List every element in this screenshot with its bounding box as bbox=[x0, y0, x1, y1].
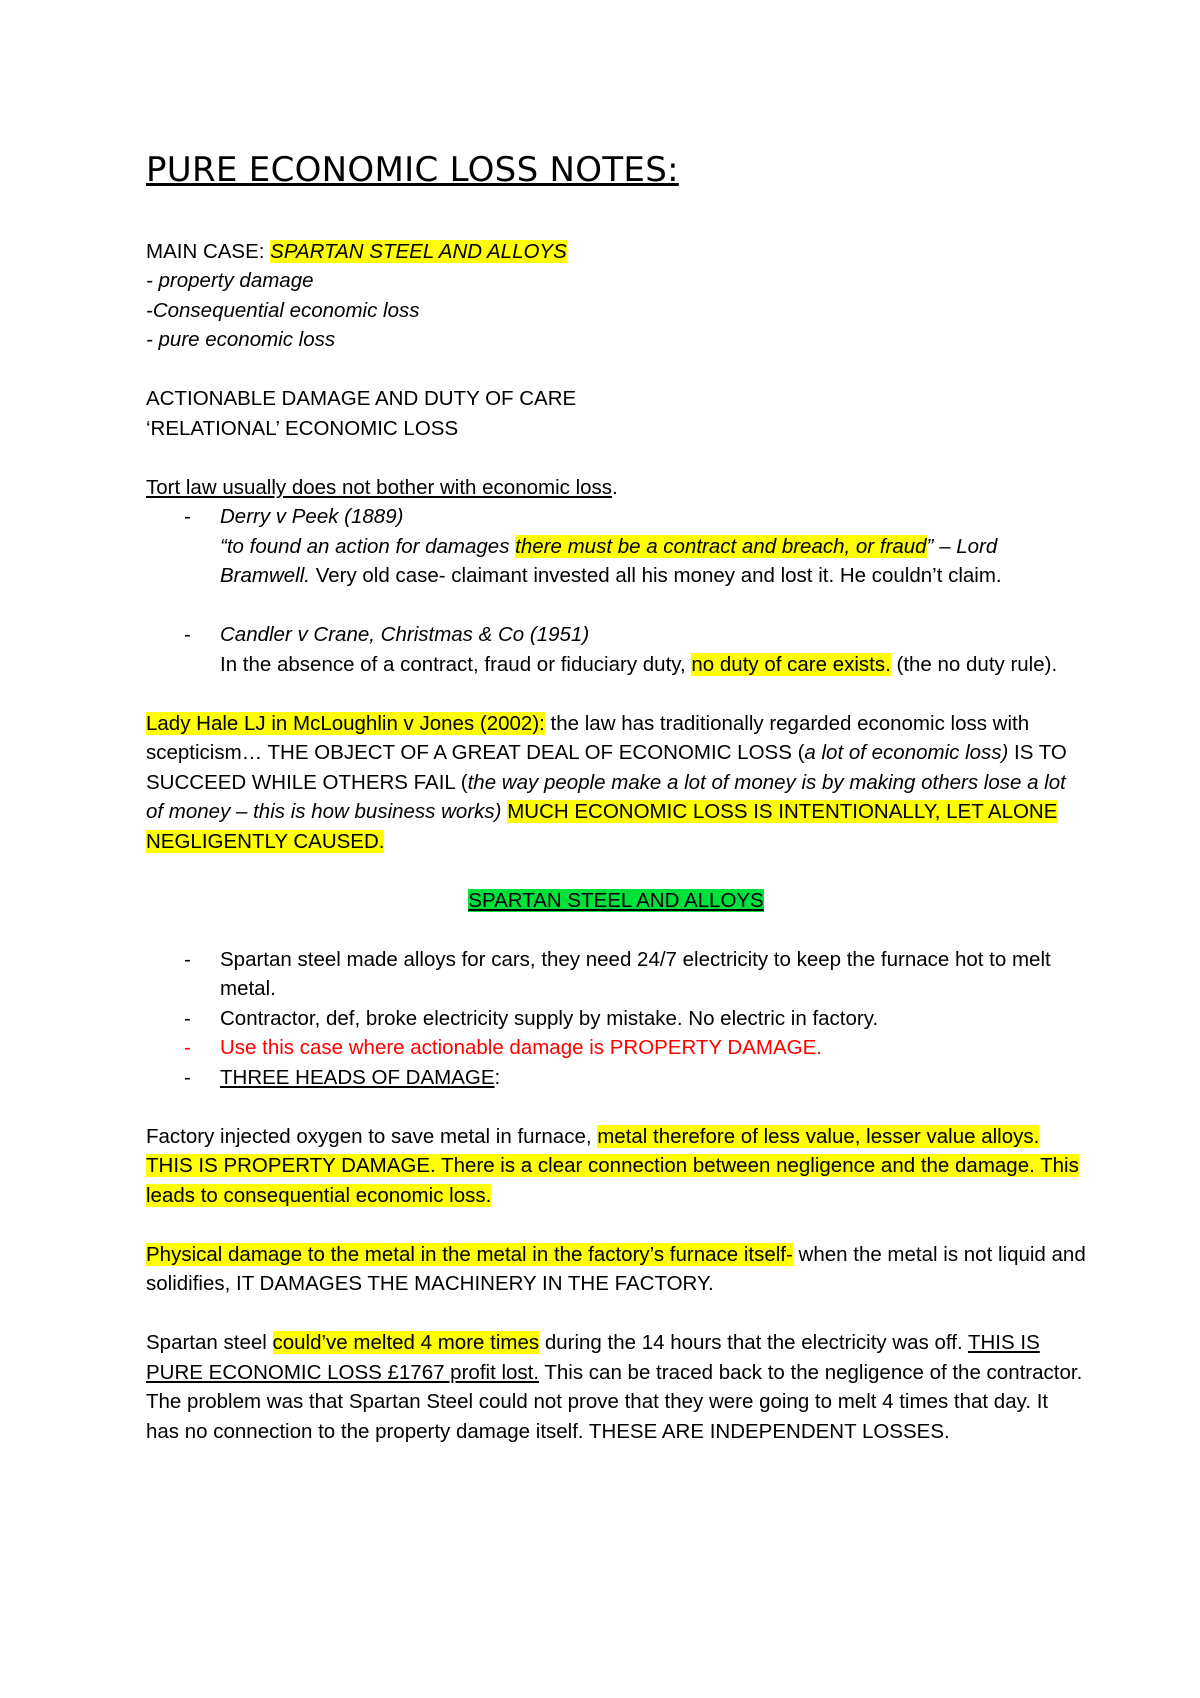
main-case-item: - property damage bbox=[146, 269, 314, 293]
hale-paragraph: Lady Hale LJ in McLoughlin v Jones (2002): the law has traditionally regarded economic loss with scepticism… THE OBJECT OF A GREAT DEAL OF ECONOMIC LOSS (a lot of economic loss) IS TO SUCCEED WHILE OTHERS FAIL (the way people make a lot of money is by making others lose a lot of money – this is how business works) MUCH ECONOMIC LOSS IS INTENTIONALLY, LET ALONE NEGLIGENTLY CAUSED. bbox=[146, 711, 1067, 853]
list-item-heads: - THREE HEADS OF DAMAGE: bbox=[220, 1063, 1086, 1093]
main-case-line: MAIN CASE: SPARTAN STEEL AND ALLOYS bbox=[146, 239, 567, 263]
case-list bbox=[146, 620, 1086, 679]
main-case-item: -Consequential economic loss bbox=[146, 298, 420, 322]
list-item: - Spartan steel made alloys for cars, they need 24/7 electricity to keep the furnace hot to melt metal. bbox=[220, 945, 1086, 1004]
physical-paragraph: Physical damage to the metal in the metal in the factory’s furnace itself- when the metal is not liquid and solidifies, IT DAMAGES THE MACHINERY IN THE FACTORY. bbox=[146, 1242, 1086, 1296]
page-title: PURE ECONOMIC LOSS NOTES: bbox=[146, 150, 679, 190]
case-list bbox=[146, 502, 1086, 591]
pure-loss-paragraph: Spartan steel could’ve melted 4 more times during the 14 hours that the electricity was off. THIS IS PURE ECONOMIC LOSS £1767 profit lost. This can be traced back to the negligence of the contractor. The problem was that Spartan Steel could not prove that they were going to melt 4 times that day. It has no connection to the property damage itself. THESE ARE INDEPENDENT LOSSES. bbox=[146, 1331, 1083, 1443]
section-heading: ‘RELATIONAL’ ECONOMIC LOSS bbox=[146, 416, 459, 440]
list-item: - Contractor, def, broke electricity supply by mistake. No electric in factory. bbox=[220, 1004, 1086, 1034]
factory-paragraph: Factory injected oxygen to save metal in furnace, metal therefore of less value, lesser value alloys. THIS IS PROPERTY DAMAGE. There is a clear connection between negligence and the damage. This leads to consequential economic loss. bbox=[146, 1124, 1079, 1207]
spartan-heading: SPARTAN STEEL AND ALLOYS bbox=[468, 888, 764, 912]
main-case-item: - pure economic loss bbox=[146, 328, 336, 352]
spartan-list bbox=[146, 945, 1086, 1093]
list-item-candler: - Candler v Crane, Christmas & Co (1951) In the absence of a contract, fraud or fiduciary duty, no duty of care exists. (the no duty rule). bbox=[220, 620, 1086, 679]
document-body bbox=[146, 150, 1086, 1446]
tort-heading: Tort law usually does not bother with economic loss. bbox=[146, 475, 618, 499]
section-heading: ACTIONABLE DAMAGE AND DUTY OF CARE bbox=[146, 387, 577, 411]
main-case-name: SPARTAN STEEL AND ALLOYS bbox=[270, 239, 567, 263]
list-item-red: - Use this case where actionable damage is PROPERTY DAMAGE. bbox=[220, 1033, 1086, 1063]
list-item-derry: - Derry v Peek (1889) “to found an action for damages there must be a contract and breach, or fraud” – Lord Bramwell. Very old case- claimant invested all his money and lost it. He couldn’t claim. bbox=[220, 502, 1086, 591]
